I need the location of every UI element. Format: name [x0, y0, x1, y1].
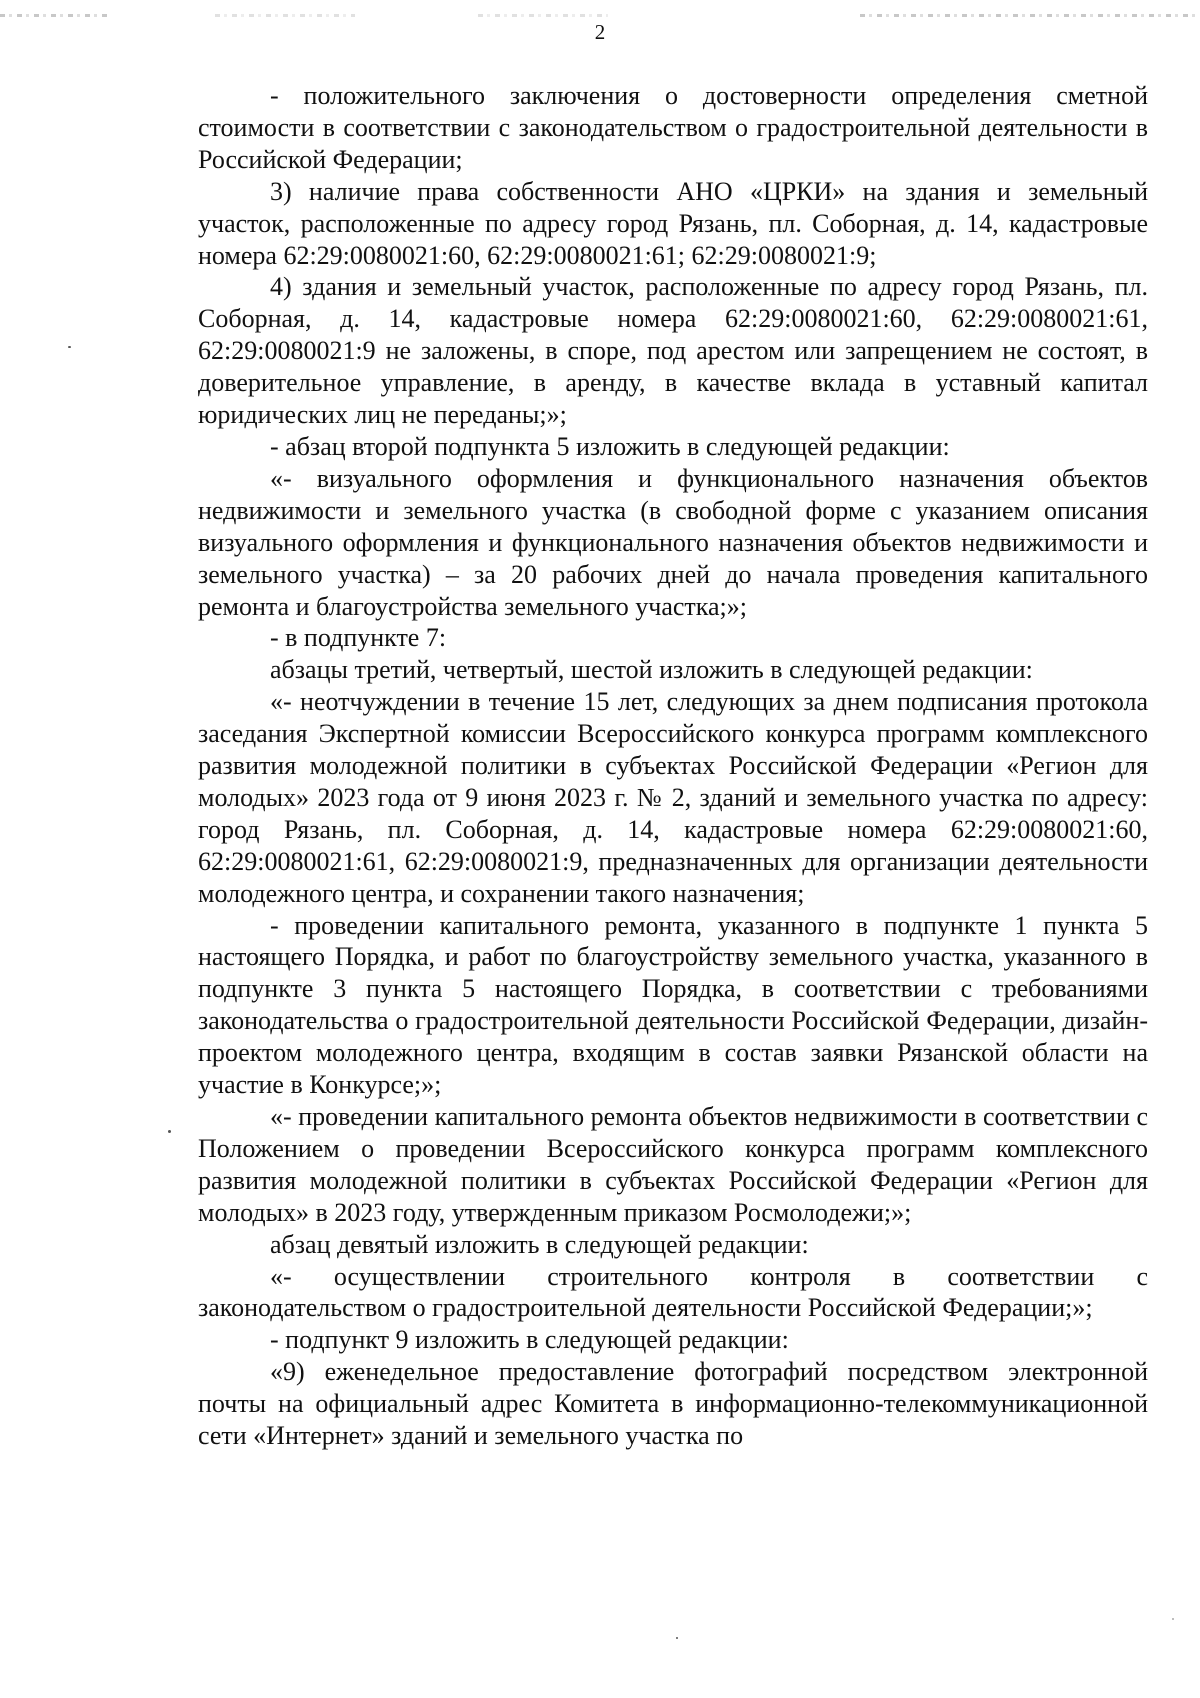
paragraph: 4) здания и земельный участок, расположенные по адресу город Рязань, пл. Соборная, д. 14, кадастровые номера 62:29:0080021:60, 62:29:0080021:61, 62:29:0080021:9 не заложены, в споре, под арестом или запрещением не состоят, в доверительное управление, в аренду, в качестве вклада в уставный капитал юридических лиц не переданы;»;	[198, 272, 1148, 430]
scan-artifact-left	[0, 14, 110, 17]
scan-speck	[1172, 1618, 1174, 1620]
paragraph: «9) еженедельное предоставление фотографий посредством электронной почты на официальный адрес Комитета в информационно-телекоммуникационной сети «Интернет» зданий и земельного участка по	[198, 1357, 1148, 1451]
scan-speck	[676, 1637, 678, 1639]
scan-artifact-center-2	[478, 14, 608, 17]
paragraph: - положительного заключения о достоверности определения сметной стоимости в соответствии с законодательством о градостроительной деятельности в Российской Федерации;	[198, 81, 1148, 174]
paragraph: «- осуществлении строительного контроля в соответствии с законодательством о градостроительной деятельности Российской Федерации;»;	[198, 1261, 1148, 1323]
scan-artifact-center	[215, 14, 355, 17]
paragraph: «- визуального оформления и функционального назначения объектов недвижимости и земельного участка (в свободной форме с указанием описания визуального оформления и функционального назначения объектов недвижимости и земельного участка) – за 20 рабочих дней до начала проведения капитального ремонта и благоустройства земельного участка;»;	[198, 463, 1148, 621]
paragraph: «- неотчуждении в течение 15 лет, следующих за днем подписания протокола заседания Экспертной комиссии Всероссийского конкурса программ комплексного развития молодежной политики в субъектах Российской Федерации «Регион для молодых» 2023 года от 9 июня 2023 г. № 2, зданий и земельного участка по адресу: город Рязань, пл. Соборная, д. 14, кадастровые номера 62:29:0080021:60, 62:29:0080021:61, 62:29:0080021:9, предназначенных для организации деятельности молодежного центра, и сохранении такого назначения;	[198, 687, 1148, 908]
paragraph: - подпункт 9 изложить в следующей редакции:	[270, 1325, 789, 1355]
scan-speck	[68, 346, 71, 348]
scan-speck	[168, 1130, 171, 1133]
scan-artifact-right	[860, 14, 1200, 17]
paragraph: абзацы третий, четвертый, шестой изложить в следующей редакции:	[270, 655, 1033, 685]
page-number: 2	[594, 20, 606, 44]
paragraph: - проведении капитального ремонта, указанного в подпункте 1 пункта 5 настоящего Порядка, и работ по благоустройству земельного участка, указанного в подпункте 3 пункта 5 настоящего Порядка, в соответствии с требованиями законодательства о градостроительной деятельности Российской Федерации, дизайн-проектом молодежного центра, входящим в состав заявки Рязанской области на участие в Конкурсе;»;	[198, 910, 1148, 1100]
document-body	[198, 80, 1148, 1452]
paragraph: - в подпункте 7:	[270, 623, 447, 653]
paragraph: «- проведении капитального ремонта объектов недвижимости в соответствии с Положением о проведении Всероссийского конкурса программ комплексного развития молодежной политики в субъектах Российской Федерации «Регион для молодых» в 2023 году, утвержденным приказом Росмолодежи;»;	[198, 1102, 1148, 1227]
paragraph: абзац девятый изложить в следующей редакции:	[270, 1229, 809, 1259]
paragraph: - абзац второй подпункта 5 изложить в следующей редакции:	[270, 431, 950, 461]
paragraph: 3) наличие права собственности АНО «ЦРКИ» на здания и земельный участок, расположенные по адресу город Рязань, пл. Соборная, д. 14, кадастровые номера 62:29:0080021:60, 62:29:0080021:61; 62:29:0080021:9;	[198, 176, 1148, 270]
